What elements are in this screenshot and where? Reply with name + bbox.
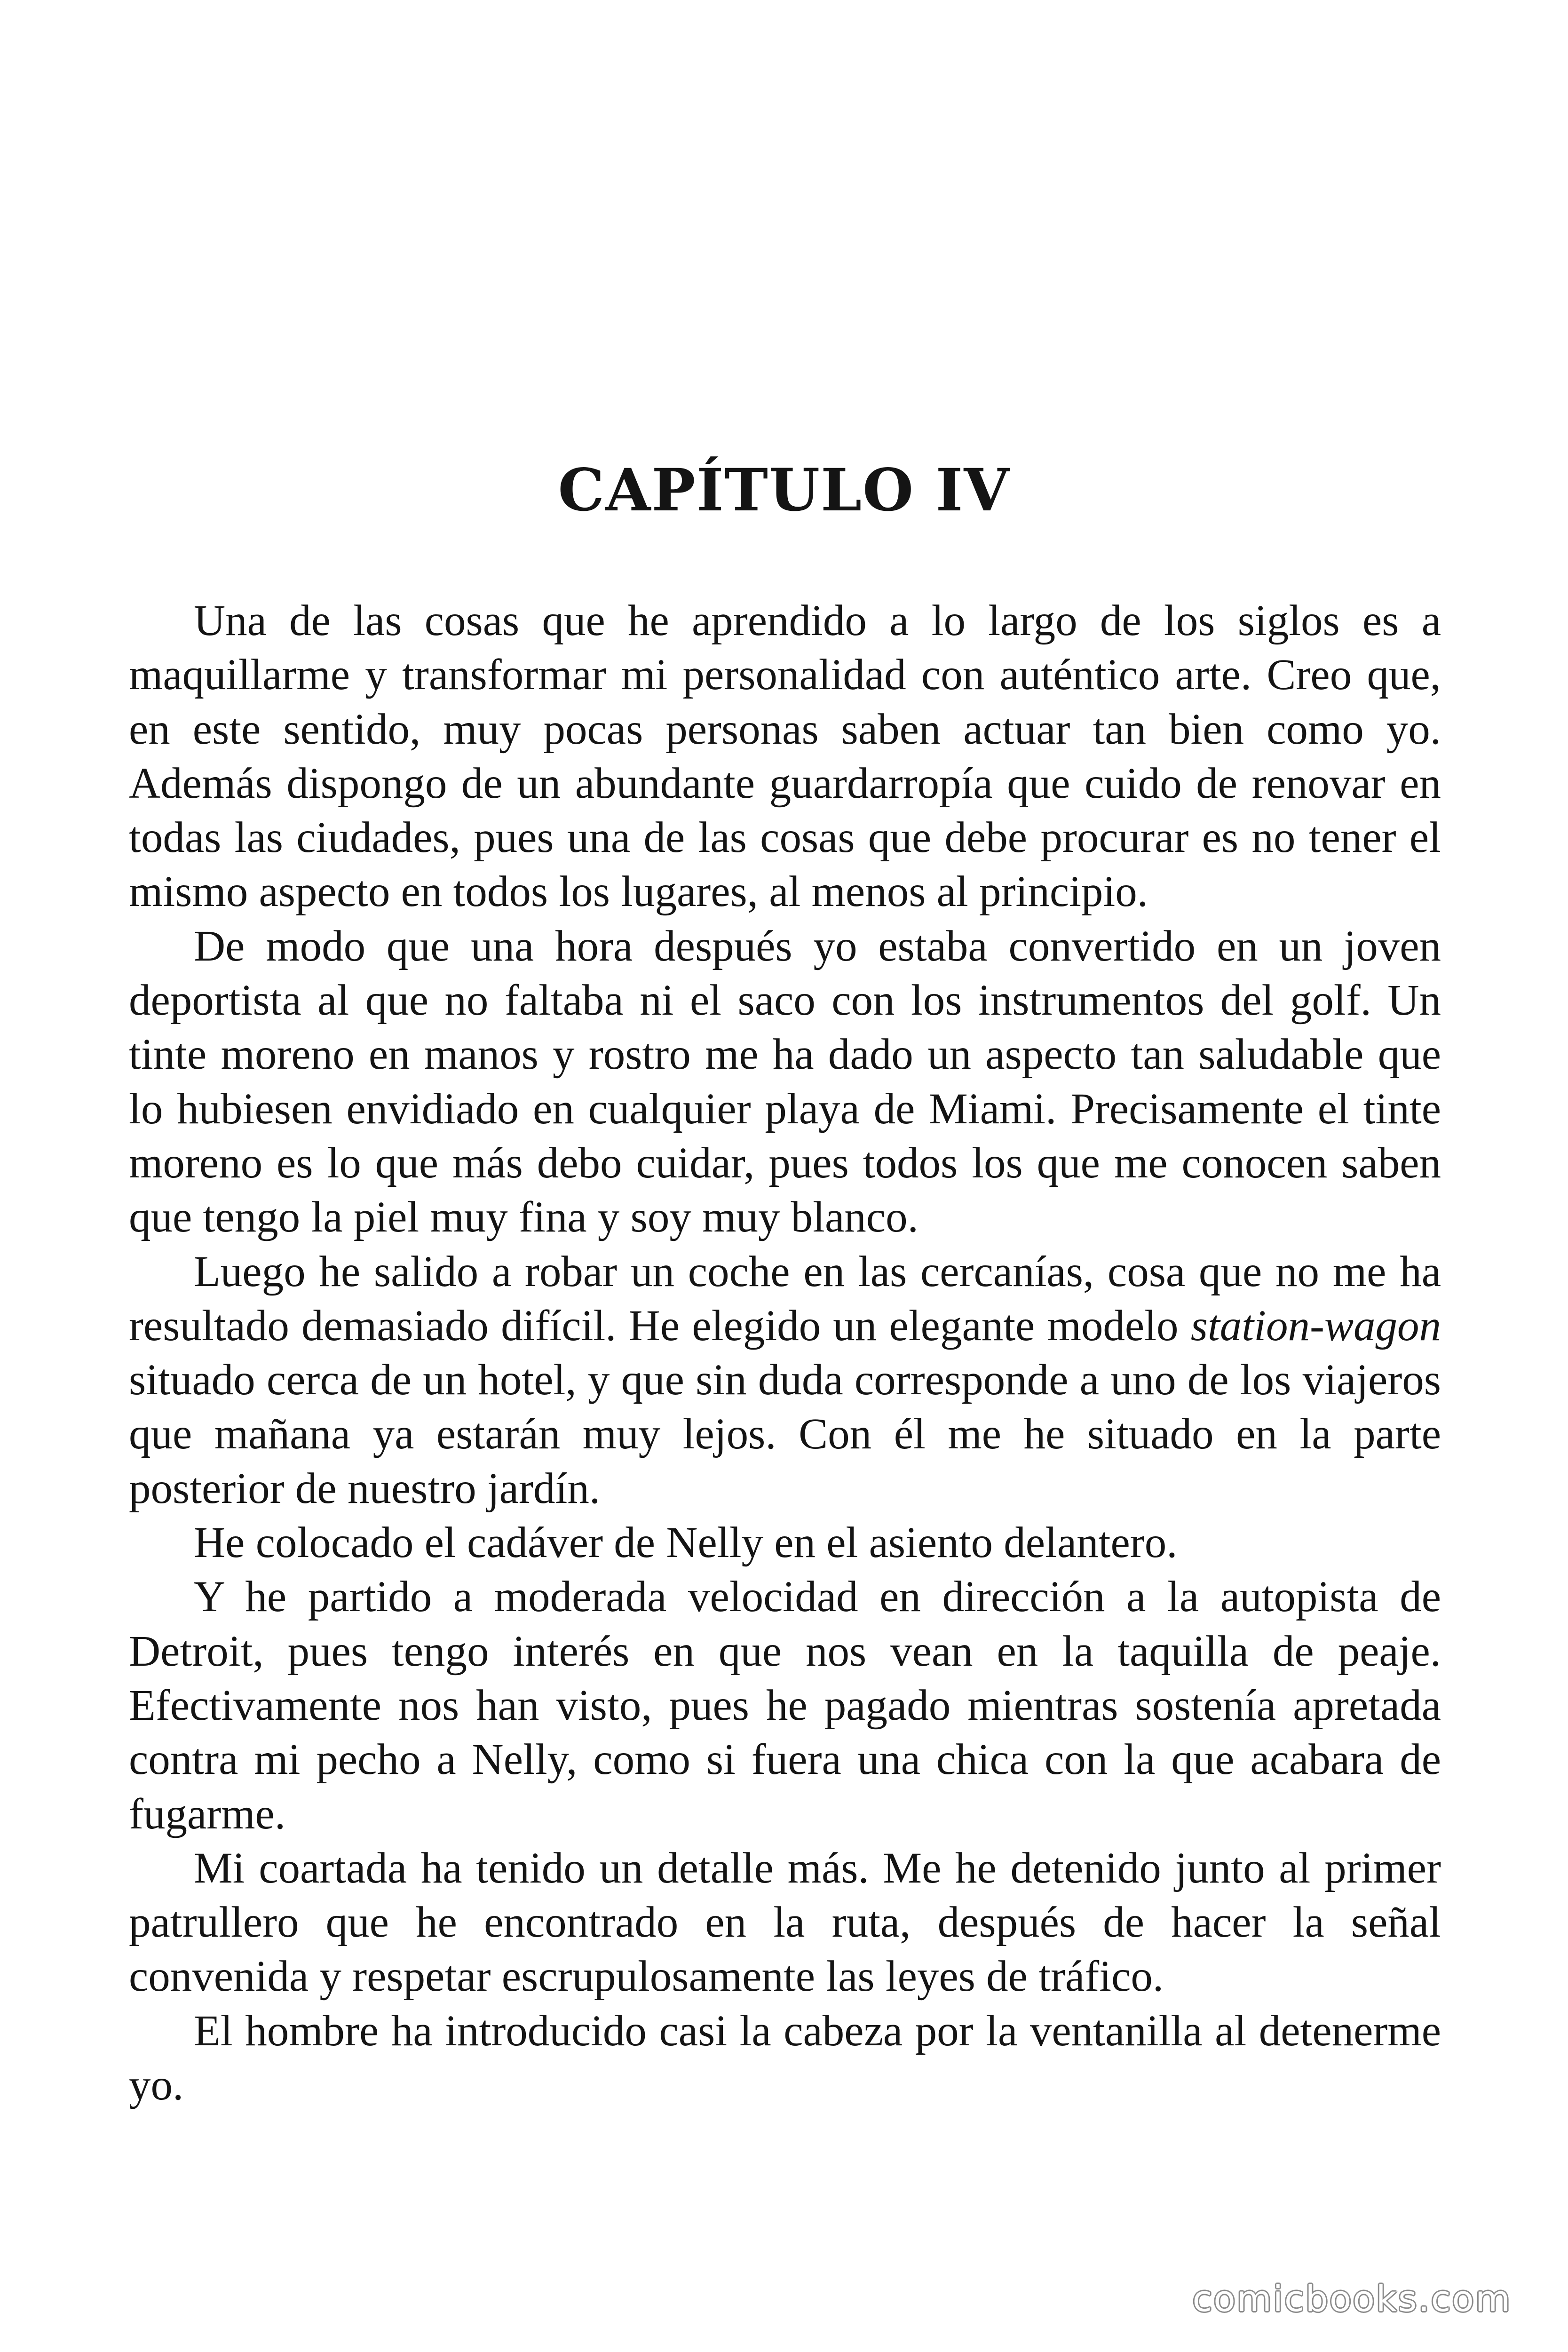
- paragraph: Mi coartada ha tenido un detalle más. Me he detenido junto al primer patrullero que he encontrado en la ruta, después de hacer la señal convenida y respetar escrupulosamente las leyes de tráfico.: [129, 1843, 1441, 2001]
- paragraph: [129, 1245, 1441, 1516]
- paragraph: He colocado el cadáver de Nelly en el asiento delantero.: [194, 1518, 1178, 1567]
- paragraph: Y he partido a moderada velocidad en dirección a la autopista de Detroit, pues tengo interés en que nos vean en la taquilla de peaje. Efectivamente nos han visto, pues he pagado mientras sostenía apretada contra mi pecho a Nelly, como si fuera una chica con la que acabara de fugarme.: [129, 1573, 1441, 1838]
- chapter-title: CAPÍTULO IV: [558, 456, 1010, 524]
- paragraph-text: situado cerca de un hotel, y que sin duda corresponde a uno de los viajeros que mañana ya estarán muy lejos. Con él me he situado en la parte posterior de nuestro jardín.: [129, 1356, 1441, 1513]
- paragraph: Una de las cosas que he aprendido a lo largo de los siglos es a maquillarme y transformar mi personalidad con auténtico arte. Creo que, en este sentido, muy pocas personas saben actuar tan bien como yo. Además dispongo de un abundante guardarropía que cuido de renovar en todas las ciudades, pues una de las cosas que debe procurar es no tener el mismo aspecto en todos los lugares, al menos al principio.: [129, 596, 1441, 916]
- paragraph: De modo que una hora después yo estaba convertido en un joven deportista al que no faltaba ni el saco con los instrumentos del golf. Un tinte moreno en manos y rostro me ha dado un aspecto tan saludable que lo hubiesen envidiado en cualquier playa de Miami. Precisamente el tinte moreno es lo que más debo cuidar, pues todos los que me conocen saben que tengo la piel muy fina y soy muy blanco.: [129, 922, 1441, 1242]
- chapter-body: [129, 594, 1441, 2112]
- paragraph-text: Luego he salido a robar un coche en las cercanías, cosa que no me ha resultado demasiado difícil. He elegido un elegante modelo: [129, 1247, 1441, 1350]
- paragraph: El hombre ha introducido casi la cabeza por la ventanilla al detenerme yo.: [129, 2006, 1441, 2110]
- watermark: comicbooks.com: [1192, 2278, 1512, 2320]
- italic-term: station-wagon: [1190, 1301, 1441, 1350]
